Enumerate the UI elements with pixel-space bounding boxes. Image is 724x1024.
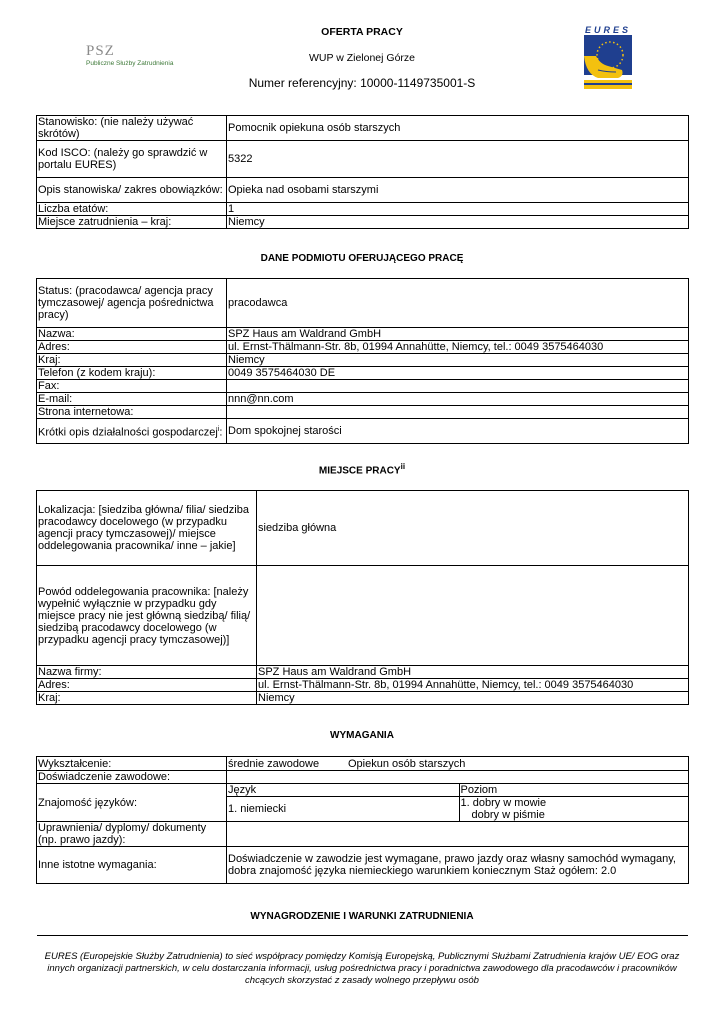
languages-table: [227, 784, 689, 821]
table-row: [37, 380, 689, 393]
employer-name-label: Nazwa:: [37, 328, 227, 341]
other-requirements-label: Inne istotne wymagania:: [37, 847, 227, 884]
psz-logo-main: PSZ: [86, 43, 115, 59]
language-name: 1. niemiecki: [227, 797, 459, 822]
employer-address-value: ul. Ernst-Thälmann-Str. 8b, 01994 Annahütte, Niemcy, tel.: 0049 3575464030: [227, 341, 689, 354]
workplace-address-value: ul. Ernst-Thälmann-Str. 8b, 01994 Annahütte, Niemcy, tel.: 0049 3575464030: [257, 679, 689, 692]
company-name-label: Nazwa firmy:: [37, 666, 257, 679]
doc-title: OFERTA PRACY: [321, 26, 403, 38]
eures-logo: [582, 26, 636, 92]
footnote-marker: ii: [400, 462, 406, 471]
table-row: [37, 771, 689, 784]
website-value: [227, 406, 689, 419]
workplace-country-value: Niemcy: [257, 692, 689, 705]
fax-value: [227, 380, 689, 393]
languages-cell: [227, 784, 689, 822]
business-description-label: [37, 419, 227, 444]
permissions-value: [227, 822, 689, 847]
employer-country-label: Kraj:: [37, 354, 227, 367]
table-row: [37, 178, 689, 203]
website-label: Strona internetowa:: [37, 406, 227, 419]
language-level-writing: dobry w piśmie: [471, 809, 545, 821]
location-label: Lokalizacja: [siedziba główna/ filia/ siedziba pracodawcy docelowego (w przypadku agencji pracy tymczasowej)/ miejsce oddelegowania pracownika/ inne – jakie]: [37, 491, 257, 566]
employer-name-value: SPZ Haus am Waldrand GmbH: [227, 328, 689, 341]
employer-table: [36, 278, 689, 444]
phone-label: Telefon (z kodem kraju):: [37, 367, 227, 380]
language-header: Język: [227, 784, 459, 797]
table-row: [37, 406, 689, 419]
permissions-label: Uprawnienia/ dyplomy/ dokumenty (np. prawo jazdy):: [37, 822, 227, 847]
education-value: [227, 757, 689, 771]
table-row: [37, 757, 689, 771]
table-row: [37, 116, 689, 141]
work-country-label: Miejsce zatrudnienia – kraj:: [37, 216, 227, 229]
workplace-table: [36, 490, 689, 705]
table-row: [37, 393, 689, 406]
workplace-address-label: Adres:: [37, 679, 257, 692]
eures-logo-text: EURES: [584, 25, 631, 35]
table-row: [37, 203, 689, 216]
label-colon: :: [219, 426, 223, 439]
table-row: [37, 341, 689, 354]
workplace-section-title: [0, 462, 724, 476]
employer-country-value: Niemcy: [227, 354, 689, 367]
language-level: [459, 797, 689, 822]
business-description-value: Dom spokojnej starości: [227, 419, 689, 444]
other-requirements-value: Doświadczenie w zawodzie jest wymagane, prawo jazdy oraz własny samochód wymagany, dobra znajomość języka niemieckiego warunkiem koniecznym Staż ogółem: 2.0: [227, 847, 689, 884]
company-name-value: SPZ Haus am Waldrand GmbH: [257, 666, 689, 679]
table-row: [37, 692, 689, 705]
delegation-reason-label: Powód oddelegowania pracownika: [należy wypełnić wyłącznie w przypadku gdy miejsce pracy nie jest główną siedzibą/ filią/ siedzibą pracodawcy docelowego (w przypadku agencji pracy tymczasowej)]: [37, 566, 257, 666]
requirements-section-title: WYMAGANIA: [330, 730, 394, 741]
work-country-value: Niemcy: [227, 216, 689, 229]
salary-section-title: WYNAGRODZENIE I WARUNKI ZATRUDNIENIA: [250, 911, 474, 922]
phone-value: 0049 3575464030 DE: [227, 367, 689, 380]
job-description-label: Opis stanowiska/ zakres obowiązków:: [37, 178, 227, 203]
office-name: WUP w Zielonej Górze: [308, 52, 415, 64]
email-value: nnn@nn.com: [227, 393, 689, 406]
education-level: średnie zawodowe: [228, 757, 320, 770]
requirements-table: [36, 756, 689, 884]
table-row: [37, 419, 689, 444]
positions-count-value: 1: [227, 203, 689, 216]
table-row: [37, 216, 689, 229]
table-row: [37, 367, 689, 380]
language-level-speaking: 1. dobry w mowie: [460, 797, 547, 809]
job-title-value: Pomocnik opiekuna osób starszych: [227, 116, 689, 141]
table-row: [227, 797, 689, 822]
psz-logo: [86, 44, 196, 68]
workplace-title-text: MIEJSCE PRACY: [318, 465, 401, 477]
positions-count-label: Liczba etatów:: [37, 203, 227, 216]
education-label: Wykształcenie:: [37, 757, 227, 771]
delegation-reason-value: [257, 566, 689, 666]
workplace-country-label: Kraj:: [37, 692, 257, 705]
business-description-label-text: Krótki opis działalności gospodarczej: [38, 426, 218, 439]
status-label: Status: (pracodawca/ agencja pracy tymczasowej/ agencja pośrednictwa pracy): [37, 279, 227, 328]
table-row: [37, 679, 689, 692]
job-table: [36, 115, 689, 229]
table-row: [37, 784, 689, 822]
employer-address-label: Adres:: [37, 341, 227, 354]
job-title-label: Stanowisko: (nie należy używać skrótów): [37, 116, 227, 141]
table-row: [37, 491, 689, 566]
employer-section-title: DANE PODMIOTU OFERUJĄCEGO PRACĘ: [260, 253, 464, 264]
location-value: siedziba główna: [257, 491, 689, 566]
table-row: [37, 822, 689, 847]
eures-logo-graphic: [582, 26, 636, 92]
email-label: E-mail:: [37, 393, 227, 406]
table-row: [37, 566, 689, 666]
isco-label: Kod ISCO: (należy go sprawdzić w portalu EURES): [37, 141, 227, 178]
languages-label: Znajomość języków:: [37, 784, 227, 822]
footer-divider: [37, 935, 688, 936]
table-row: [227, 784, 689, 797]
footnote-marker: i: [217, 425, 220, 433]
psz-logo-sub: Publiczne Służby Zatrudnienia: [86, 60, 174, 67]
status-value: pracodawca: [227, 279, 689, 328]
footer-note: EURES (Europejskie Służby Zatrudnienia) to sieć współpracy pomiędzy Komisją Europejską, Publicznymi Służbami Zatrudnienia krajów UE/ EOG oraz innych organizacji partnerskich, w celu dostarczania informacji, usług pośrednictwa pracy i poradnictwa zawodowego dla pracodawców i pracowników chcących skorzystać z zasady wolnego przepływu osób: [44, 951, 680, 986]
experience-value: [227, 771, 689, 784]
table-row: [37, 328, 689, 341]
job-description-value: Opieka nad osobami starszymi: [227, 178, 689, 203]
isco-value: 5322: [227, 141, 689, 178]
experience-label: Doświadczenie zawodowe:: [37, 771, 227, 784]
table-row: [37, 279, 689, 328]
table-row: [37, 847, 689, 884]
fax-label: Fax:: [37, 380, 227, 393]
table-row: [37, 666, 689, 679]
table-row: [37, 354, 689, 367]
education-field: Opiekun osób starszych: [348, 757, 466, 770]
reference-number: Numer referencyjny: 10000-1149735001-S: [248, 76, 476, 90]
table-row: [37, 141, 689, 178]
level-header: Poziom: [460, 784, 498, 796]
